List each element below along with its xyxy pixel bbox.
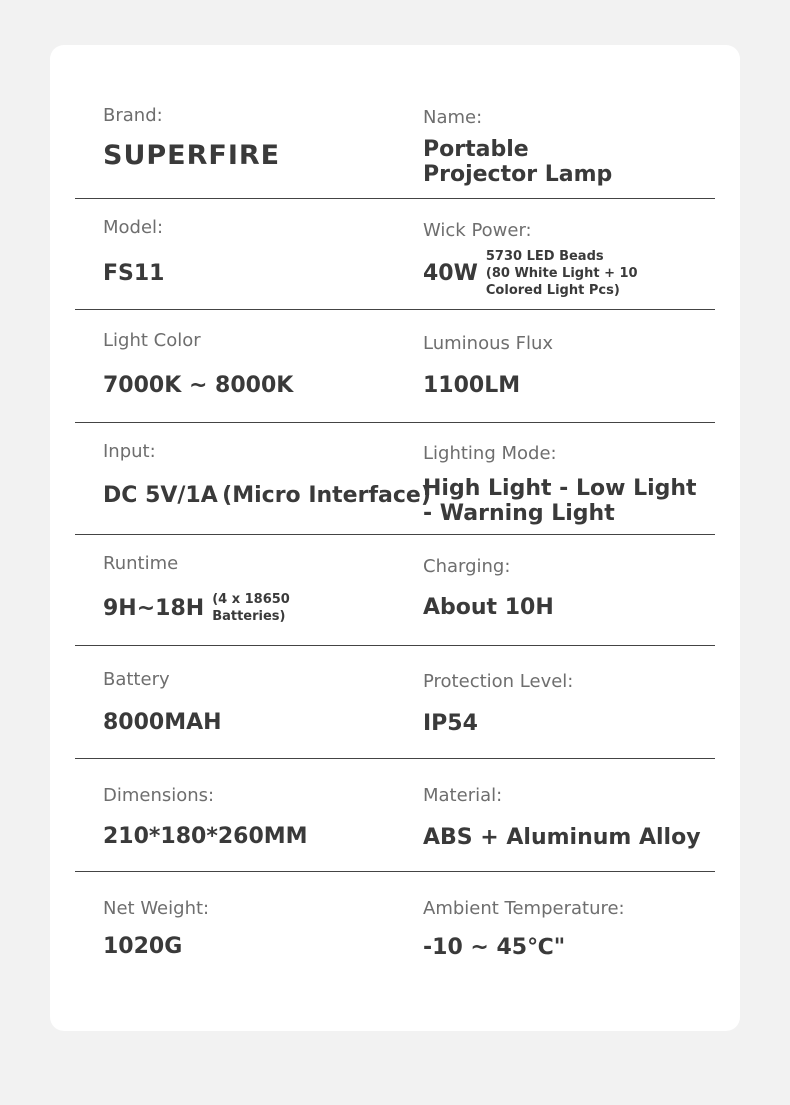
spec-value: 9H~18H (103, 595, 205, 621)
spec-row (75, 45, 715, 199)
spec-row (75, 872, 715, 1012)
spec-row (75, 423, 715, 535)
spec-value: About 10H (423, 595, 554, 620)
spec-label: Net Weight: (103, 898, 210, 919)
spec-note: (4 x 18650 Batteries) (212, 592, 290, 624)
spec-label: Battery (103, 669, 170, 690)
spec-label: Protection Level: (423, 671, 574, 692)
spec-value: SUPERFIRE (103, 140, 281, 171)
spec-label: Lighting Mode: (423, 443, 557, 464)
spec-label: Input: (103, 441, 156, 462)
spec-label: Ambient Temperature: (423, 898, 625, 919)
spec-value-group (103, 591, 290, 625)
spec-value: 8000MAH (103, 710, 222, 735)
spec-label: Luminous Flux (423, 333, 553, 354)
spec-card (50, 45, 740, 1031)
spec-label: Charging: (423, 556, 511, 577)
spec-value: ABS + Aluminum Alloy (423, 825, 701, 850)
spec-row (75, 535, 715, 646)
spec-value: High Light - Low Light - Warning Light (423, 476, 697, 526)
spec-label: Material: (423, 785, 503, 806)
spec-value: 1020G (103, 934, 183, 959)
spec-value: -10 ~ 45℃" (423, 935, 566, 960)
spec-value: 1100LM (423, 373, 521, 398)
spec-value: IP54 (423, 711, 478, 736)
spec-value: Portable Projector Lamp (423, 137, 613, 187)
spec-row (75, 199, 715, 310)
spec-value: 7000K ~ 8000K (103, 373, 294, 398)
spec-label: Wick Power: (423, 220, 532, 241)
spec-row (75, 759, 715, 872)
spec-value: 210*180*260MM (103, 824, 308, 849)
spec-row (75, 646, 715, 759)
spec-label: Runtime (103, 553, 179, 574)
spec-label: Light Color (103, 330, 201, 351)
spec-label: Model: (103, 217, 164, 238)
spec-value: DC 5V/1A (Micro Interface) (103, 483, 431, 508)
spec-label: Brand: (103, 105, 163, 126)
spec-value: 40W (423, 261, 478, 286)
spec-row (75, 310, 715, 423)
spec-value-group (423, 248, 638, 299)
spec-value: FS11 (103, 261, 165, 286)
spec-note: 5730 LED Beads (80 White Light + 10 Colored Light Pcs) (485, 249, 638, 298)
spec-label: Dimensions: (103, 785, 215, 806)
spec-label: Name: (423, 107, 483, 128)
